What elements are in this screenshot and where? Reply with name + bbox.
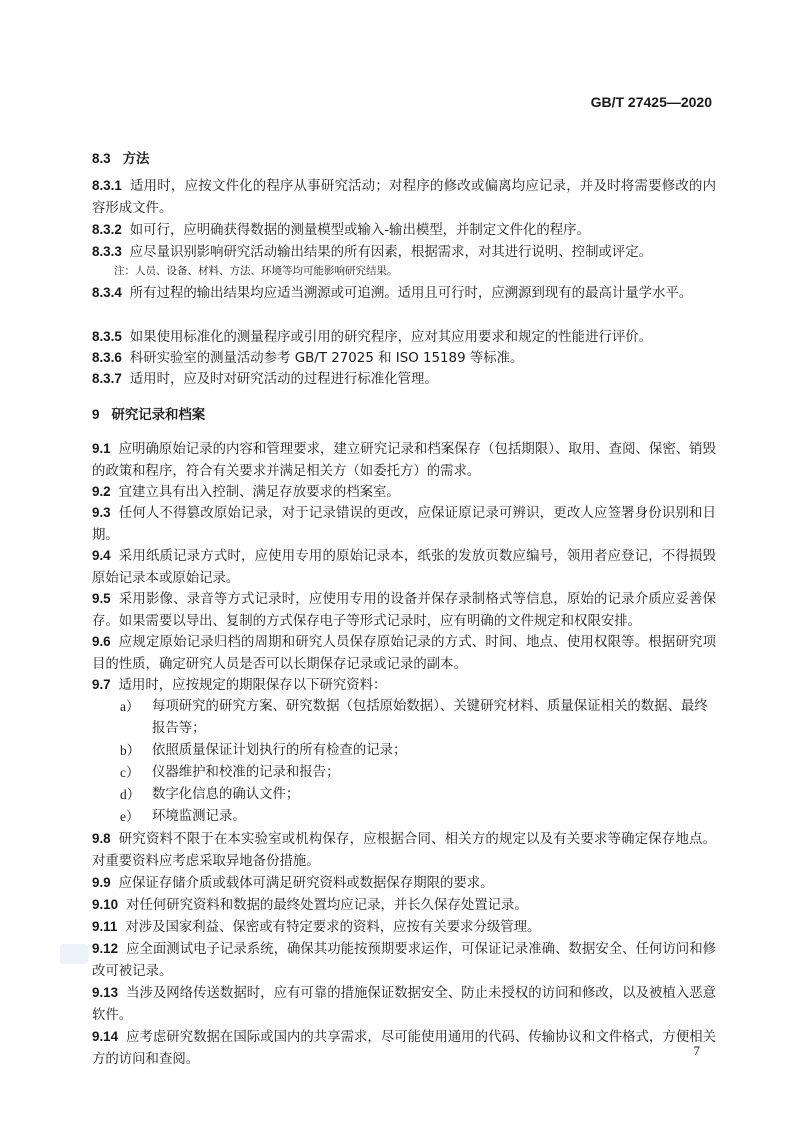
- clause-text: 如果使用标准化的测量程序或引用的研究程序，应对其应用要求和规定的性能进行评价。: [129, 330, 653, 345]
- clause-number: 9.8: [92, 831, 111, 846]
- clause-text: 如可行，应明确获得数据的测量模型或输入-输出模型，并制定文件化的程序。: [129, 223, 590, 238]
- list-item-c: [120, 762, 716, 785]
- clause-9-5: [92, 588, 716, 632]
- clause-9-3: [92, 502, 716, 546]
- clause-number: 9.5: [92, 591, 111, 606]
- clause-9-10: [92, 894, 716, 917]
- clause-9-4: [92, 545, 716, 589]
- clause-9-12: [92, 938, 716, 982]
- clause-text: 研究资料不限于在本实验室或机构保存，应根据合同、相关方的规定以及有关要求等确定保存地点。对重要资料应考虑采取异地备份措施。: [92, 832, 716, 869]
- clause-9-8: [92, 828, 716, 872]
- clause-text: 采用影像、录音等方式记录时，应使用专用的设备并保存录制格式等信息，原始的记录介质应妥善保存。如果需要以导出、复制的方式保存电子等形式记录时，应有明确的文件规定和权限安排。: [92, 592, 716, 629]
- section-title: 方法: [122, 152, 150, 167]
- clause-9-6: [92, 631, 716, 675]
- clause-text: 适用时，应及时对研究活动的过程进行标准化管理。: [129, 372, 438, 387]
- clause-text: 适用时，应按规定的期限保存以下研究资料：: [118, 678, 387, 693]
- clause-text: 应规定原始记录归档的周期和研究人员保存原始记录的方式、时间、地点、使用权限等。根据研究项目的性质，确定研究人员是否可以长期保存记录或记录的副本。: [92, 635, 716, 672]
- clause-text: 应明确原始记录的内容和管理要求，建立研究记录和档案保存（包括期限）、取用、查阅、保密、销毁的政策和程序，符合有关要求并满足相关方（如委托方）的需求。: [92, 442, 716, 479]
- list-letter: c）: [120, 765, 140, 780]
- list-text: 依照质量保证计划执行的所有检查的记录；: [152, 743, 407, 758]
- clause-text: 科研实验室的测量活动参考 GB/T 27025 和 ISO 15189 等标准。: [129, 351, 524, 366]
- clause-text: 当涉及网络传送数据时，应有可靠的措施保证数据安全、防止未授权的访问和修改，以及被植入恶意软件。: [92, 986, 716, 1023]
- clause-text: 宜建立具有出入控制、满足存放要求的档案室。: [118, 485, 400, 500]
- clause-number: 9.12: [92, 941, 119, 956]
- clause-number: 9.6: [92, 634, 111, 649]
- page-number: 7: [693, 1043, 700, 1058]
- clause-number: 8.3.7: [92, 371, 122, 386]
- clause-number: 9.3: [92, 505, 111, 520]
- list-letter: d）: [120, 787, 141, 802]
- list-letter: e）: [120, 809, 140, 824]
- clause-9-13: [92, 982, 716, 1026]
- clause-number: 9.10: [92, 897, 119, 912]
- section-title: 研究记录和档案: [111, 408, 206, 423]
- clause-number: 9.9: [92, 875, 111, 890]
- clause-number: 9.13: [92, 985, 119, 1000]
- list-item-d: [120, 784, 716, 807]
- list-item-a: [120, 696, 716, 739]
- clause-text: 应保证存储介质或载体可满足研究资料或数据保存期限的要求。: [118, 876, 494, 891]
- section-number: 9: [92, 407, 100, 422]
- clause-8-3-2: [92, 219, 716, 242]
- clause-8-3-5: [92, 326, 716, 349]
- clause-text: 对涉及国家利益、保密或有特定要求的资料，应按有关要求分级管理。: [125, 920, 541, 935]
- clause-number: 9.14: [92, 1029, 119, 1044]
- clause-8-3-7: [92, 368, 716, 391]
- clause-text: 应考虑研究数据在国际或国内的共享需求，尽可能使用通用的代码、传输协议和文件格式，方便相关方的访问和查阅。: [92, 1030, 716, 1067]
- clause-text: 采用纸质记录方式时，应使用专用的原始记录本，纸张的发放页数应编号，领用者应登记，不得损毁原始记录本或原始记录。: [92, 549, 716, 586]
- clause-8-3-4: [92, 282, 716, 305]
- clause-text: 应全面测试电子记录系统，确保其功能按预期要求运作，可保证记录准确、数据安全、任何访问和修改可被记录。: [92, 942, 716, 979]
- clause-number: 8.3.1: [92, 178, 122, 193]
- watermark-mark: [60, 944, 88, 964]
- clause-9-11: [92, 916, 716, 939]
- clause-8-3-3: [92, 241, 716, 264]
- clause-8-3-1: [92, 175, 716, 219]
- clause-text: 应尽量识别影响研究活动输出结果的所有因素，根据需求，对其进行说明、控制或评定。: [129, 245, 653, 260]
- clause-number: 8.3.6: [92, 350, 122, 365]
- list-text: 数字化信息的确认文件；: [152, 787, 300, 802]
- clause-number: 9.4: [92, 548, 111, 563]
- clause-text: 所有过程的输出结果均应适当溯源或可追溯。适用且可行时，应溯源到现有的最高计量学水平。: [129, 286, 693, 301]
- list-text: 每项研究的研究方案、研究数据（包括原始数据）、关键研究材料、质量保证相关的数据、最终报告等；: [152, 699, 708, 736]
- list-text: 仪器维护和校准的记录和报告；: [152, 765, 340, 780]
- clause-9-2: [92, 481, 716, 504]
- section-heading-9: [92, 404, 205, 423]
- clause-number: 9.1: [92, 441, 111, 456]
- list-item-b: [120, 740, 716, 763]
- clause-text: 适用时，应按文件化的程序从事研究活动；对程序的修改或偏离均应记录，并及时将需要修改的内容形成文件。: [92, 179, 716, 216]
- clause-text: 对任何研究资料和数据的最终处置均应记录，并长久保存处置记录。: [126, 898, 528, 913]
- clause-number: 9.2: [92, 484, 111, 499]
- note: 注：人员、设备、材料、方法、环境等均可能影响研究结果。: [114, 265, 398, 277]
- clause-8-3-6: [92, 347, 716, 370]
- section-heading-8-3: [92, 148, 149, 167]
- clause-number: 9.11: [92, 919, 118, 934]
- list-letter: b）: [120, 743, 141, 758]
- list-text: 环境监测记录。: [152, 809, 246, 824]
- clause-number: 9.7: [92, 677, 111, 692]
- section-number: 8.3: [92, 151, 111, 166]
- clause-9-7: [92, 674, 716, 697]
- clause-number: 8.3.4: [92, 285, 122, 300]
- clause-number: 8.3.5: [92, 329, 122, 344]
- standard-code: GB/T 27425—2020: [590, 94, 712, 110]
- clause-number: 8.3.2: [92, 222, 122, 237]
- list-letter: a）: [120, 699, 140, 714]
- clause-9-1: [92, 438, 716, 482]
- clause-text: 任何人不得篡改原始记录，对于记录错误的更改，应保证原记录可辨识，更改人应签署身份识别和日期。: [92, 506, 716, 543]
- list-item-e: [120, 806, 716, 829]
- clause-9-9: [92, 872, 716, 895]
- clause-9-14: [92, 1026, 716, 1070]
- clause-number: 8.3.3: [92, 244, 122, 259]
